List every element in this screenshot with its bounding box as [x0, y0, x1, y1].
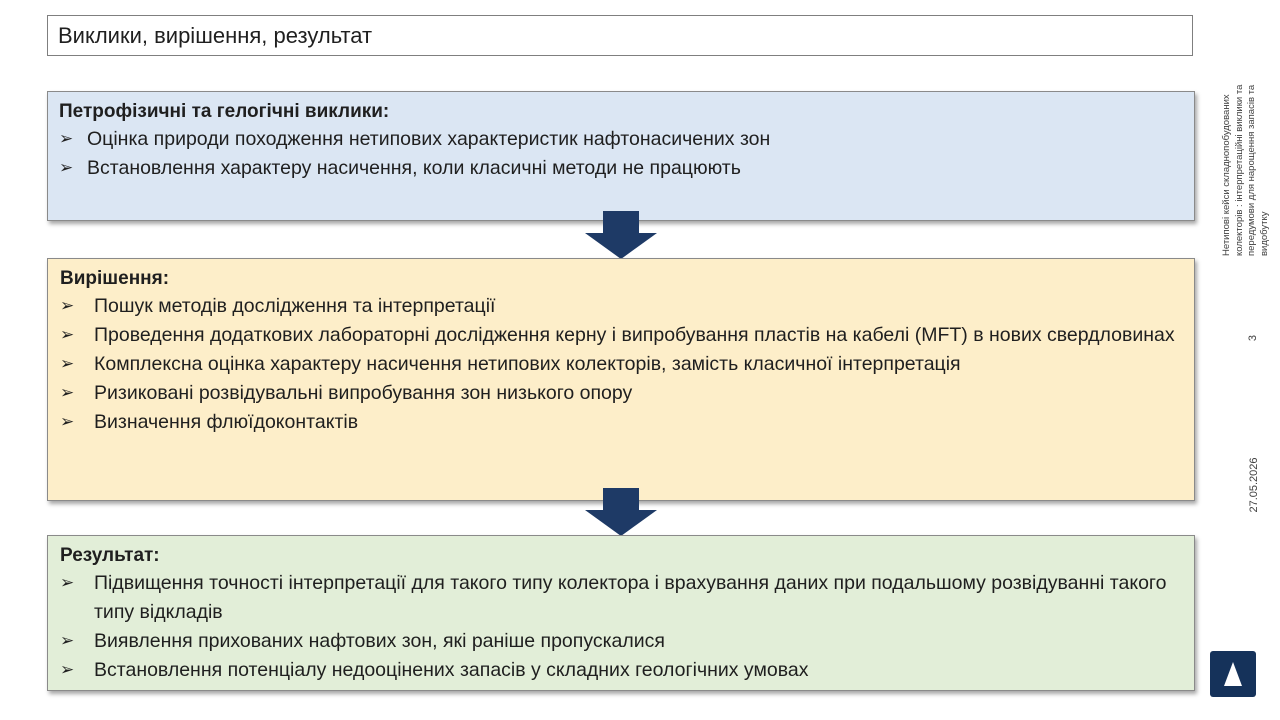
list-item — [60, 350, 1180, 379]
solutions-heading: Вирішення: — [60, 268, 170, 289]
company-logo — [1210, 651, 1256, 697]
results-panel — [47, 535, 1195, 691]
list-item — [59, 154, 1180, 183]
list-item — [60, 321, 1180, 350]
arrow-bullet-icon: ➢ — [60, 296, 75, 316]
results-heading: Результат: — [60, 545, 160, 566]
challenges-list — [59, 125, 1180, 183]
arrow-down-icon — [585, 488, 657, 536]
list-item-text: Підвищення точності інтерпретації для такого типу колектора і врахування даних при подальшому розвідуванні такого типу відкладів — [94, 572, 1167, 623]
arrow-bullet-icon: ➢ — [60, 412, 75, 432]
list-item — [59, 125, 1180, 154]
arrow-bullet-icon: ➢ — [59, 158, 74, 178]
arrow-bullet-icon: ➢ — [59, 129, 74, 149]
list-item — [60, 292, 1180, 321]
arrow-bullet-icon: ➢ — [60, 383, 75, 403]
list-item-text: Визначення флюїдоконтактів — [94, 411, 359, 433]
arrow-bullet-icon: ➢ — [60, 325, 75, 345]
list-item-text: Пошук методів дослідження та інтерпретації — [94, 295, 496, 317]
slide-date: 27.05.2026 — [1248, 457, 1260, 513]
page-number: 3 — [1247, 334, 1259, 342]
presentation-title-text: Нетипові кейси складнопобудованих колекторів : інтерпретаційні виклики та передумови для нарощення запасів та видобутку — [1221, 84, 1270, 256]
list-item — [60, 379, 1180, 408]
list-item-text: Ризиковані розвідувальні випробування зон низького опору — [94, 382, 633, 404]
list-item-text: Комплексна оцінка характеру насичення нетипових колекторів, замість класичної інтерпретація — [94, 353, 961, 375]
arrow-down-icon — [585, 211, 657, 259]
slide-title: Виклики, вирішення, результат — [47, 15, 1193, 56]
arrow-bullet-icon: ➢ — [60, 660, 75, 680]
challenges-panel — [47, 91, 1195, 221]
presentation-title-vertical — [1221, 66, 1270, 256]
list-item-text: Проведення додаткових лабораторні дослідження керну і випробування пластів на кабелі (MFT) в нових свердловинах — [94, 324, 1175, 346]
list-item-text: Встановлення характеру насичення, коли класичні методи не працюють — [87, 157, 741, 179]
list-item-text: Оцінка природи походження нетипових характеристик нафтонасичених зон — [87, 128, 771, 150]
challenges-heading: Петрофізичні та гелогічні виклики: — [59, 101, 390, 122]
solutions-list — [60, 292, 1180, 437]
list-item — [60, 627, 1180, 656]
solutions-panel — [47, 258, 1195, 501]
arrow-bullet-icon: ➢ — [60, 573, 75, 593]
list-item — [60, 408, 1180, 437]
arrow-bullet-icon: ➢ — [60, 631, 75, 651]
list-item-text: Виявлення прихованих нафтових зон, які раніше пропускалися — [94, 630, 665, 652]
list-item — [60, 569, 1180, 627]
list-item-text: Встановлення потенціалу недооцінених запасів у складних геологічних умовах — [94, 659, 809, 681]
results-list — [60, 569, 1180, 685]
arrow-bullet-icon: ➢ — [60, 354, 75, 374]
logo-triangle-icon — [1224, 662, 1242, 686]
list-item — [60, 656, 1180, 685]
